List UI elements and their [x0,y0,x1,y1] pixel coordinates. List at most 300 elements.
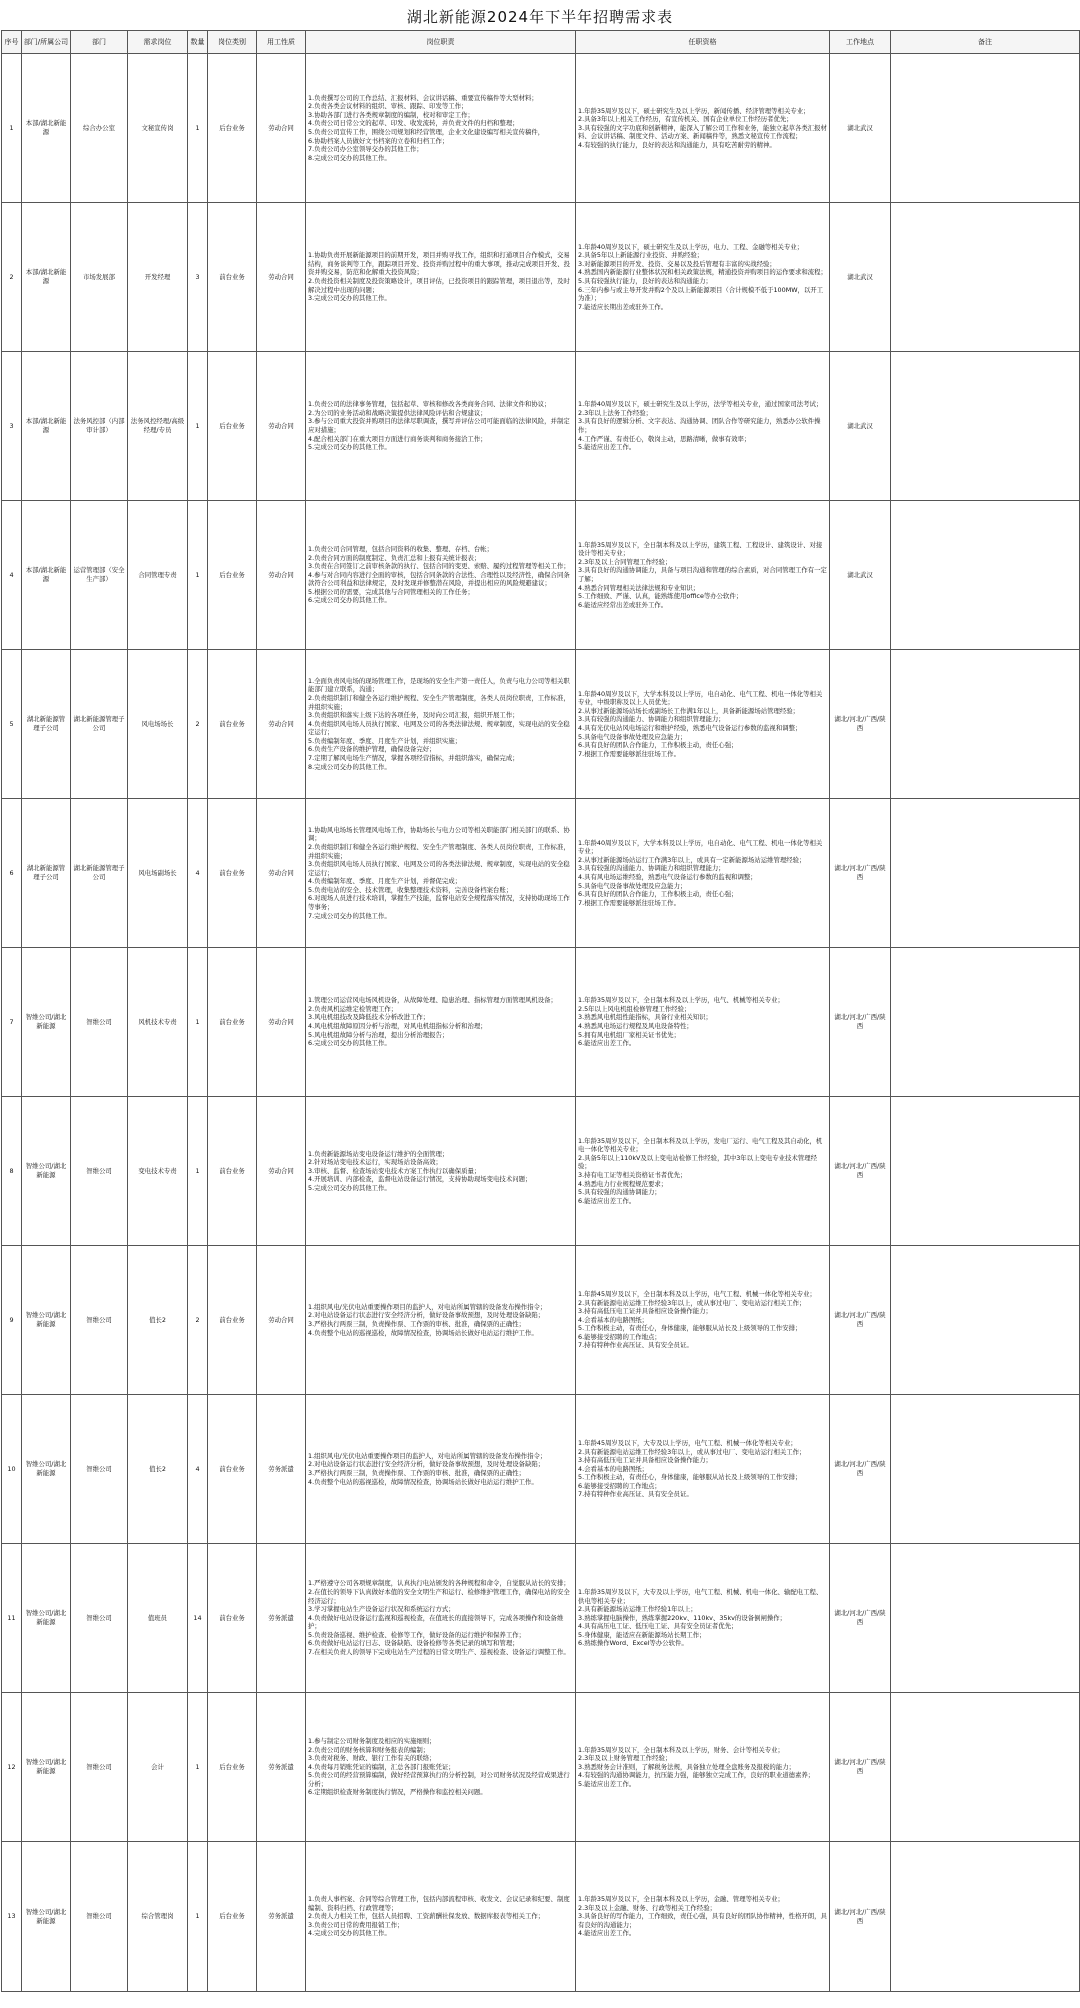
location-cell: 湖北/河北/广西/陕西 [830,1693,891,1842]
employment-type-cell: 劳务派遣 [257,1693,306,1842]
duty-item: 1.负责人事档案、合同等综合管理工作，包括内部流程审核、收发文、会议记录和纪要、制度编制、资料归档、行政管理等； [308,1895,570,1912]
requirement-item: 3.熟悉风电机组性能指标，具备行业相关知识； [578,1013,712,1022]
requirement-item: 6.三年内参与或主导开发并购2个及以上新能源项目（合计规模不低于100MW，以开工为准）； [578,285,824,303]
company-cell: 本部/湖北新能源 [22,203,71,352]
requirement-item: 6.能适应出差工作。 [578,1196,636,1205]
employment-type-cell: 劳务派遣 [257,1842,306,1992]
requirement-item: 4.熟悉合同管理相关法律法规和专业知识； [578,583,700,592]
company-cell: 本部/湖北新能源 [22,352,71,501]
position-cell: 开发经理 [128,203,188,352]
note-cell [891,501,1080,650]
requirement-item: 2.3年及以上合同管理工作经验； [578,557,672,566]
duty-item: 3.参与公司重大投资并购项目的法律尽职调查，撰写并评估公司可能面临的法律风险，并制定应对措施； [308,417,570,434]
recruitment-table [1,30,1080,1992]
table-row [2,54,1080,203]
requirement-item: 5.工作积极主动，有责任心，身体健康，能够服从站长及上级领导的工作安排； [578,1324,802,1333]
requirement-item: 1.年龄40周岁及以下，大学本科及以上学历，电自动化、电气工程、机电一体化等相关专业，中级职称及以上人员优先； [578,689,823,707]
requirement-item: 4.有较强的执行能力，良好的表达和沟通能力，具有吃苦耐劳的精神。 [578,140,776,149]
requirement-item: 2.5年以上风电机组检修管理工作经验； [578,1004,691,1013]
requirement-item: 5.具有较强的沟通协调能力； [578,1188,661,1197]
quantity-cell: 1 [188,352,208,501]
table-row [2,1842,1080,1992]
duty-item: 4.负责编制年度、季度、月度生产计划，并督促完成； [308,877,462,886]
quantity-cell: 1 [188,54,208,203]
column-header: 用工性质 [257,31,306,54]
department-cell: 智维公司 [71,1097,128,1246]
table-row [2,650,1080,799]
duty-item: 3.负责在合同签订之前审核条款的执行、包括合同的变更、索赔、履约过程管理等相关工作； [308,562,570,571]
requirement-item: 4.会看基本的电路图纸； [578,1315,649,1324]
department-cell: 综合办公室 [71,54,128,203]
requirement-item: 3.具有较强的文字功底和创新精神，能深入了解公司工作和业务，能独立起草各类汇报材料、会议讲话稿、制度文件、活动方案、新闻稿件等，熟悉文秘宣传工作流程； [578,123,827,141]
requirement-item: 6.能够接受招聘的工作地点； [578,1481,661,1490]
duty-item: 6.完成公司交办的其他工作。 [308,1039,391,1048]
duty-item: 3.负责组织和落实上级下达的各项任务，及时向公司汇报，组织开展工作； [308,711,519,720]
duty-item: 1.组织风电/光伏电站重要操作项目的监护人，对电站所属管辖的设备发布操作指令； [308,1451,547,1460]
column-header: 岗位类别 [208,31,257,54]
duty-item: 5.根据公司的需要，完成其他与合同管理相关的工作任务； [308,587,474,596]
category-cell: 前台业务 [208,948,257,1097]
note-cell [891,1693,1080,1842]
requirement-item: 1.年龄35周岁及以下，全日制本科及以上学历，电气、机械等相关专业； [578,996,784,1005]
duty-item: 6.负责生产设备的维护管理，确保设备完好； [308,745,436,754]
location-cell: 湖北/河北/广西/陕西 [830,1544,891,1693]
requirement-item: 4.熟悉风电场运行规程及风电设备特性； [578,1022,693,1030]
quantity-cell: 1 [188,1842,208,1992]
duty-item: 2.负责投资相关制度及投资策略设计，项目评估，已投资项目的跟踪管理，项目退出等，及时解决过程中出现的问题； [308,277,570,294]
position-cell: 风电场副场长 [128,799,188,948]
category-cell: 前台业务 [208,203,257,352]
duty-item: 2.对电站设备运行状态进行安全经济分析，做好设备事故预想，及时处理设备缺陷； [308,1311,545,1320]
duty-item: 2.负责风机运维定检管理工作； [308,1004,398,1013]
department-cell: 湖北新能源管理子公司 [71,650,128,799]
employment-type-cell: 劳务派遣 [257,1395,306,1544]
requirement-item: 5.能适应出差工作。 [578,443,636,452]
requirement-item: 7.根据工作需要能够派往驻场工作。 [578,749,680,758]
department-cell: 市场发展部 [71,203,128,352]
duty-item: 3.风电机组技改及降低技术分析改进工作； [308,1013,430,1022]
requirement-item: 4.会看基本的电路图纸； [578,1464,649,1473]
department-cell: 智维公司 [71,1544,128,1693]
duty-item: 3.审核、监督、检查场站变电技术方案工作执行以确保质量； [308,1166,481,1175]
page-title: 湖北新能源2024年下半年招聘需求表 [406,8,674,26]
duty-item: 3.严格执行两票三制，负责操作票、工作票的审核、批准，确保票的正确性； [308,1320,525,1328]
requirements-cell [576,1246,830,1395]
row-number: 8 [2,1097,22,1246]
department-cell: 智维公司 [71,1395,128,1544]
duties-cell [306,352,576,501]
requirement-item: 1.年龄35周岁及以下，全日制本科及以上学历，金融、管理等相关专业； [578,1895,784,1904]
duty-item: 2.负责合同方面的制度制定、负责汇总和上报有关统计报表； [308,553,481,562]
row-number: 9 [2,1246,22,1395]
duty-item: 2.负责组织制订和健全各运行维护规程、安全生产管理制度、各类人员岗位职责，工作标准，并组织实施； [308,842,570,860]
requirement-item: 1.年龄35周岁及以下，大专及以上学历，电气工程、机械、机电一体化、输配电工程、供电等相关专业； [578,1587,823,1605]
duty-item: 6.协助档案人员做好文书档案的立卷和归档工作； [308,136,449,145]
quantity-cell: 4 [188,1395,208,1544]
table-row [2,501,1080,650]
quantity-cell: 1 [188,501,208,650]
duty-item: 4.配合相关部门在重大项目方面进行商务谈判和商务接洽工作； [308,434,487,443]
location-cell: 湖北/河北/广西/陕西 [830,1842,891,1992]
position-cell: 变电技术专责 [128,1097,188,1246]
row-number: 10 [2,1395,22,1544]
row-number: 7 [2,948,22,1097]
requirement-item: 5.具有较强执行能力，良好的表达和沟通能力； [578,277,712,285]
company-cell: 智维公司/湖北新能源 [22,1842,71,1992]
requirement-item: 4.能适应出差工作。 [578,1929,636,1938]
requirements-cell [576,1395,830,1544]
quantity-cell: 2 [188,650,208,799]
requirement-item: 2.具有新能源电站运维工作经验3年以上，或从事过电厂、变电站运行相关工作； [578,1447,806,1456]
location-cell: 湖北/河北/广西/陕西 [830,650,891,799]
column-header: 备注 [891,31,1080,54]
duty-item: 7.完成公司交办的其他工作。 [308,911,391,920]
requirement-item: 1.年龄40周岁及以下，大学本科及以上学历，电自动化、电气工程、机电一体化等相关专业； [578,838,823,856]
note-cell [891,1246,1080,1395]
duty-item: 1.组织风电/光伏电站重要操作项目的监护人，对电站所属管辖的设备发布操作指令； [308,1302,547,1311]
duty-item: 3.负责对税务、财政、银行工作有关的联络； [308,1754,436,1763]
note-cell [891,54,1080,203]
quantity-cell: 1 [188,1097,208,1246]
duty-item: 6.负责做好电站运行日志、设备缺陷、设备检修等各类记录的填写和管理； [308,1639,519,1648]
requirement-item: 6.能够接受招聘的工作地点； [578,1332,661,1341]
column-header: 工作地点 [830,31,891,54]
requirement-item: 6.具有良好的团队合作能力，工作积极主动，责任心强； [578,741,738,750]
duties-cell [306,1693,576,1842]
column-header: 岗位职责 [306,31,576,54]
requirement-item: 1.年龄40周岁及以下，硕士研究生及以上学历，法学等相关专业，通过国家司法考试； [578,400,823,409]
company-cell: 智维公司/湖北新能源 [22,1097,71,1246]
requirement-item: 5.身体健康，能适应在新能源场站长期工作； [578,1630,706,1639]
department-cell: 智维公司 [71,1842,128,1992]
row-number: 13 [2,1842,22,1992]
table-row [2,1097,1080,1246]
duties-cell [306,1842,576,1992]
position-cell: 值长2 [128,1395,188,1544]
company-cell: 湖北新能源管理子公司 [22,650,71,799]
category-cell: 前台业务 [208,799,257,948]
requirement-item: 4.具有高压电工证、低压电工证、具有安全员证者优先； [578,1622,738,1631]
requirement-item: 1.年龄35周岁及以下，全日制本科及以上学历，发电厂运行、电气工程及其自动化，机电一体化等相关专业； [578,1136,823,1154]
category-cell: 后台业务 [208,352,257,501]
table-row [2,1395,1080,1544]
employment-type-cell: 劳动合同 [257,352,306,501]
row-number: 1 [2,54,22,203]
requirement-item: 1.年龄35周岁及以下，全日制本科及以上学历，建筑工程、工程设计、建筑设计、对接设计等相关专业； [578,540,823,558]
category-cell: 前台业务 [208,1544,257,1693]
requirements-cell [576,501,830,650]
requirement-item: 4.具有光伏电站风电场运行和维护经验，熟悉电气设备运行参数的监视和调整； [578,724,802,732]
duties-cell [306,1544,576,1693]
requirement-item: 2.3年及以上财务管理工作经验； [578,1754,672,1763]
employment-type-cell: 劳动合同 [257,799,306,948]
duty-item: 2.为公司的业务活动和战略决策提供法律风险评估和合规建议； [308,408,487,417]
position-cell: 文秘宣传岗 [128,54,188,203]
requirement-item: 5.拥有风电机组厂家相关证书优先； [578,1030,680,1039]
employment-type-cell: 劳动合同 [257,501,306,650]
note-cell [891,1097,1080,1246]
requirement-item: 2.从事过新能源场站运行工作满3年以上，或具有一定新能源场站运维管理经验； [578,855,806,864]
department-cell: 运营管理部（安全生产部） [71,501,128,650]
department-cell: 智维公司 [71,1693,128,1842]
requirement-item: 3.持有电工证等相关资格证书者优先； [578,1171,687,1179]
duties-cell [306,501,576,650]
duty-item: 2.负责人力相关工作，包括人员招聘、工资薪酬社保发放、数据库报表等相关工作； [308,1912,545,1921]
location-cell: 湖北武汉 [830,54,891,203]
requirement-item: 6.能适应出差工作。 [578,1039,636,1048]
column-header: 数量 [188,31,208,54]
table-body [2,54,1080,1992]
position-cell: 值长2 [128,1246,188,1395]
company-cell: 湖北新能源管理子公司 [22,799,71,948]
requirement-item: 1.年龄45周岁及以下，全日制本科及以上学历，电气工程、机械一体化等相关专业； [578,1289,816,1298]
column-header: 部门 [71,31,128,54]
company-cell: 智维公司/湖北新能源 [22,1395,71,1544]
requirement-item: 5.工作积极主动，有责任心，身体健康，能够服从站长及上级领导的工作安排； [578,1473,802,1482]
requirements-cell [576,1693,830,1842]
duty-item: 5.负责公司的经营预算编制，做好经营预算执行的分析控制，对公司财务状况及经营成果进行分析； [308,1771,570,1788]
row-number: 12 [2,1693,22,1842]
company-cell: 本部/湖北新能源 [22,501,71,650]
duty-item: 4.完成公司交办的其他工作。 [308,1929,391,1938]
row-number: 5 [2,650,22,799]
requirement-item: 5.具备电气设备事故处理及应急能力； [578,732,687,741]
duty-item: 3.负责组织风电场人员执行国家、电网及公司的各类法律法规、规章制度，实现电站的安全稳定运行； [308,860,570,877]
location-cell: 湖北/河北/广西/陕西 [830,1097,891,1246]
quantity-cell: 3 [188,203,208,352]
company-cell: 智维公司/湖北新能源 [22,1246,71,1395]
requirement-item: 2.具备5年以上新能源行业投资、并购经验； [578,251,704,260]
requirement-item: 2.具备3年以上相关工作经历，有宣传机关、国有企业单位工作经历者优先； [578,115,793,124]
location-cell: 湖北武汉 [830,352,891,501]
requirements-cell [576,1097,830,1246]
duties-cell [306,1246,576,1395]
duty-item: 7.在相关负责人的领导下完成电站生产过程的日常文明生产、巡视检查、设备运行调整工作。 [308,1648,570,1657]
duty-item: 4.开展培训、内部检查，监督电站设备运行情况，支持协助现场变电技术问题； [308,1175,532,1184]
position-cell: 综合管理岗 [128,1842,188,1992]
duty-item: 6.对现场人员进行技术培训，掌握生产技能，监督电站安全规程落实情况，支持协助现场工作等事务； [308,894,570,912]
duty-item: 6.完成公司交办的其他工作。 [308,596,391,605]
requirement-item: 3.对新能源项目的开发、投资、交易以及投后管理有丰富的实战经验； [578,259,776,268]
location-cell: 湖北/河北/广西/陕西 [830,948,891,1097]
quantity-cell: 4 [188,799,208,948]
department-cell: 法务风控部（内部审计部） [71,352,128,501]
requirements-cell [576,650,830,799]
duty-item: 4.负责整个电站的巡视巡检，故障情况检查，协调场站长做好电站运行维护工作。 [308,1328,538,1337]
table-row [2,203,1080,352]
note-cell [891,650,1080,799]
note-cell [891,799,1080,948]
requirement-item: 2.从事过新能源场站场长或副场长工作满1年以上，具备新能源场站管理经验； [578,706,800,715]
table-row [2,352,1080,501]
duty-item: 1.管理公司运营风电场风机设备，从故障处理、隐患治理、指标管理方面管理风机设备； [308,996,557,1005]
duty-item: 6.定期组织检查财务制度执行情况，严格操作和监控相关问题。 [308,1788,487,1797]
employment-type-cell: 劳动合同 [257,650,306,799]
requirement-item: 7.持有特种作业高压证、具有安全员证。 [578,1341,693,1350]
table-row [2,799,1080,948]
requirement-item: 7.根据工作需要能够派往驻场工作。 [578,898,680,907]
duty-item: 1.负责公司合同管理，包括合同资料的收集、整理、存档、台帐； [308,544,494,553]
requirement-item: 4.有较强的沟通协调能力，抗压能力强，能够独立完成工作，良好的职业道德素养； [578,1771,815,1780]
employment-type-cell: 劳动合同 [257,1246,306,1395]
company-cell: 智维公司/湖北新能源 [22,1693,71,1842]
duty-item: 2.负责公司的财务核算和财务报表的编制； [308,1745,430,1754]
requirement-item: 2.具备5年以上110kV及以上变电站检修工作经验，其中3年以上变电专业技术管理经验； [578,1153,817,1171]
duty-item: 2.负责组织制订和健全各运行维护规程、安全生产管理制度，各类人员岗位职责，工作标准，并组织实施； [308,693,570,711]
column-header: 需求岗位 [128,31,188,54]
employment-type-cell: 劳动合同 [257,1097,306,1246]
quantity-cell: 2 [188,1246,208,1395]
category-cell: 前台业务 [208,1395,257,1544]
requirement-item: 2.3年以上法务工作经验； [578,408,653,417]
location-cell: 湖北/河北/广西/陕西 [830,799,891,948]
employment-type-cell: 劳务派遣 [257,1544,306,1693]
category-cell: 前台业务 [208,1246,257,1395]
company-cell: 智维公司/湖北新能源 [22,948,71,1097]
duty-item: 5.负责电站的安全、技术管理，收集整理技术资料，完善设备档案台账； [308,885,513,894]
duty-item: 3.学习掌握电站生产设备运行状况和系统运行方式； [308,1605,455,1614]
requirements-cell [576,54,830,203]
requirements-cell [576,948,830,1097]
requirement-item: 3.具有较强的沟通能力、协调能力和组织管理能力； [578,715,725,724]
duties-cell [306,948,576,1097]
department-cell: 智维公司 [71,948,128,1097]
quantity-cell: 1 [188,1693,208,1842]
duties-cell [306,54,576,203]
position-cell: 值班员 [128,1544,188,1693]
requirement-item: 6.熟练操作Word、Excel等办公软件。 [578,1639,688,1648]
duty-item: 1.参与制定公司财务制度及相应的实施细则； [308,1736,436,1745]
row-number: 3 [2,352,22,501]
duty-item: 3.完成公司交办的其他工作。 [308,294,391,303]
duty-item: 4.参与对合同内容进行全面的审核，包括合同条款的合法性、合理性以及经济性，确保合同条款符合公司利益和法律规定，及时发现并修整潜在风险，并提出相应的风险规避建议； [308,570,570,588]
duty-item: 1.严格遵守公司各项规章制度，认真执行电站颁发的各种规程和命令，自觉服从站长的安排； [308,1579,570,1588]
duty-item: 1.负责公司的法律事务管理，包括起草、审核和修改各类商务合同、法律文件和协议； [308,400,551,409]
company-cell: 本部/湖北新能源 [22,54,71,203]
duty-item: 3.协助各部门进行各类规章制度的编制，校对和审定工作； [308,110,474,119]
duty-item: 1.负责新能源场站变电设备运行维护的全面管理； [308,1149,449,1158]
table-row [2,1693,1080,1842]
category-cell: 后台业务 [208,54,257,203]
position-cell: 会计 [128,1693,188,1842]
requirement-item: 1.年龄45周岁及以下，大专及以上学历，电气工程、机械一体化等相关专业； [578,1438,797,1447]
note-cell [891,352,1080,501]
category-cell: 后台业务 [208,1693,257,1842]
duties-cell [306,203,576,352]
position-cell: 合同管理专责 [128,501,188,650]
duty-item: 4.负责做好电站设备运行监视和巡视检查，在值班长的直接领导下，完成各项操作和设备维护； [308,1613,564,1631]
row-number: 6 [2,799,22,948]
requirement-item: 3.持有高低压电工证并具备相应设备操作能力； [578,1307,712,1316]
duty-item: 5.完成公司交办的其他工作。 [308,1183,391,1192]
duty-item: 1.协助负责开展新能源项目的前期开发，项目并购寻找工作，组织和打通项目合作模式，交易结构，商务谈判等工作，跟踪项目开发、投资并购过程中的重大事项，推动完成项目开发、投资并购交易，防范和化解重大投资风险； [308,251,571,277]
column-header: 任职资格 [576,31,830,54]
duties-cell [306,799,576,948]
requirement-item: 6.具有良好的团队合作能力，工作积极主动，责任心强； [578,890,738,899]
requirement-item: 4.工作严谨、有责任心，敬岗主动，思路清晰，做事有效率； [578,434,751,443]
requirement-item: 4.熟悉电力行业规程规范要求； [578,1179,668,1188]
department-cell: 智维公司 [71,1246,128,1395]
department-cell: 湖北新能源管理子公司 [71,799,128,948]
table-row [2,1246,1080,1395]
duty-item: 2.对电站设备运行状态进行安全经济分析，做好设备事故预想，及时处理设备缺陷； [308,1460,545,1469]
note-cell [891,948,1080,1097]
requirement-item: 7.持有特种作业高压证、具有安全员证。 [578,1490,693,1499]
requirement-item: 3.熟悉财务会计准则，了解税务法规，具备独立处理全盘账务及报税的能力； [578,1762,795,1771]
employment-type-cell: 劳动合同 [257,203,306,352]
requirement-item: 1.年龄35周岁及以下，硕士研究生及以上学历，新闻传播、经济管理等相关专业； [578,106,810,115]
duty-item: 7.定期了解风电场生产情况，掌握各项经营指标，并组织落实，确保完成； [308,754,519,763]
duty-item: 8.完成公司交办的其他工作。 [308,153,391,162]
duty-item: 5.负责公司宣传工作，围绕公司规划和经营管理，企业文化建设编写相关宣传稿件， [308,128,545,136]
requirement-item: 1.年龄35周岁及以下，全日制本科及以上学历，财务、会计等相关专业； [578,1745,784,1754]
requirement-item: 2.具有新能源电站运维工作经验3年以上，或从事过电厂、变电站运行相关工作； [578,1298,806,1307]
category-cell: 后台业务 [208,1842,257,1992]
requirement-item: 2.3年及以上金融、财务、行政等相关工作经验； [578,1903,716,1912]
note-cell [891,203,1080,352]
duty-item: 1.负责撰写公司的工作总结、汇报材料、会议讲话稿、重要宣传稿件等大型材料； [308,93,538,102]
duty-item: 2.负责各类会议材料的组织、审核、跟踪、印发等工作； [308,102,468,111]
duty-item: 1.协助风电场场长管理风电场工作，协助场长与电力公司等相关职能部门相关部门的联系、协调； [308,825,570,843]
header-row [2,31,1080,54]
location-cell: 湖北/河北/广西/陕西 [830,1246,891,1395]
employment-type-cell: 劳动合同 [257,948,306,1097]
requirement-item: 2.具有新能源场站运维工作经验1年以上； [578,1605,697,1614]
location-cell: 湖北武汉 [830,501,891,650]
requirement-item: 3.具有良好的沟通协调能力，具备与项目沟通和管理的综合素质，对合同管理工作有一定了解； [578,566,827,583]
duty-item: 8.完成公司交办的其他工作。 [308,762,391,771]
requirements-cell [576,1842,830,1992]
note-cell [891,1395,1080,1544]
quantity-cell: 14 [188,1544,208,1693]
requirements-cell [576,352,830,501]
duty-item: 4.负责公司日常公文的起草、印发、收发流转，并负责文件的归档和整理； [308,119,519,128]
duty-item: 5.负责设备巡视、维护检查、检修等工作，做好设备的运行维护和保养工作； [308,1630,525,1639]
duties-cell [306,1395,576,1544]
requirement-item: 3.持有高低压电工证并具备相应设备操作能力； [578,1456,712,1465]
requirement-item: 5.具备电气设备事故处理及应急能力； [578,881,687,890]
duty-item: 4.负责组织风电场人员执行国家、电网及公司的各类法律法规、规章制度，实现电站的安全稳定运行； [308,719,570,737]
category-cell: 前台业务 [208,650,257,799]
requirement-item: 5.工作细致、严谨、认真，能熟练使用office等办公软件； [578,592,743,601]
requirement-item: 3.具备良好的写作能力，工作细致，责任心强，具有良好的团队协作精神，性格开朗，具有良好的沟通能力； [578,1912,827,1929]
requirement-item: 1.年龄40周岁及以下，硕士研究生及以上学历，电力、工程、金融等相关专业； [578,242,804,251]
position-cell: 法务风控经理/高级经理/专员 [128,352,188,501]
duty-item: 5.负责编制年度、季度、月度生产计划，并组织实施； [308,736,462,745]
category-cell: 后台业务 [208,501,257,650]
duty-item: 4.负责每月销账凭证的编制，汇总各部门报账凭证； [308,1762,455,1771]
column-header: 部门/所属公司 [22,31,71,54]
duty-item: 4.负责整个电站的巡视巡检，故障情况检查，协调场站长做好电站运行维护工作。 [308,1477,538,1486]
duty-item: 2.针对场站变电技术运行，实现场站设备高效； [308,1158,442,1167]
requirement-item: 7.能适应长期出差或驻外工作。 [578,302,668,311]
requirements-cell [576,1544,830,1693]
employment-type-cell: 劳动合同 [257,54,306,203]
requirement-item: 3.具有良好的逻辑分析、文字表达、沟通协调、团队合作等研究能力，熟悉办公软件操作； [578,417,821,434]
duty-item: 1.全面负责风电场的现场管理工作，是现场的安全生产第一责任人，负责与电力公司等相关职能部门建立联系，沟通； [308,676,570,694]
position-cell: 风机技术专责 [128,948,188,1097]
company-cell: 智维公司/湖北新能源 [22,1544,71,1693]
duty-item: 5.完成公司交办的其他工作。 [308,443,391,452]
duty-item: 7.负责公司办公室领导交办的其他工作； [308,145,423,154]
row-number: 4 [2,501,22,650]
duties-cell [306,1097,576,1246]
note-cell [891,1842,1080,1992]
quantity-cell: 1 [188,948,208,1097]
requirement-item: 3.熟练掌握电脑操作，熟练掌握220kv、110kv、35kv的设备倒闸操作； [578,1613,787,1622]
duty-item: 2.在值长的领导下认真做好本值的安全文明生产和运行、检修维护管理工作，确保电站的安全经济运行； [308,1587,570,1605]
duty-item: 3.严格执行两票三制，负责操作票、工作票的审核、批准，确保票的正确性； [308,1469,525,1477]
